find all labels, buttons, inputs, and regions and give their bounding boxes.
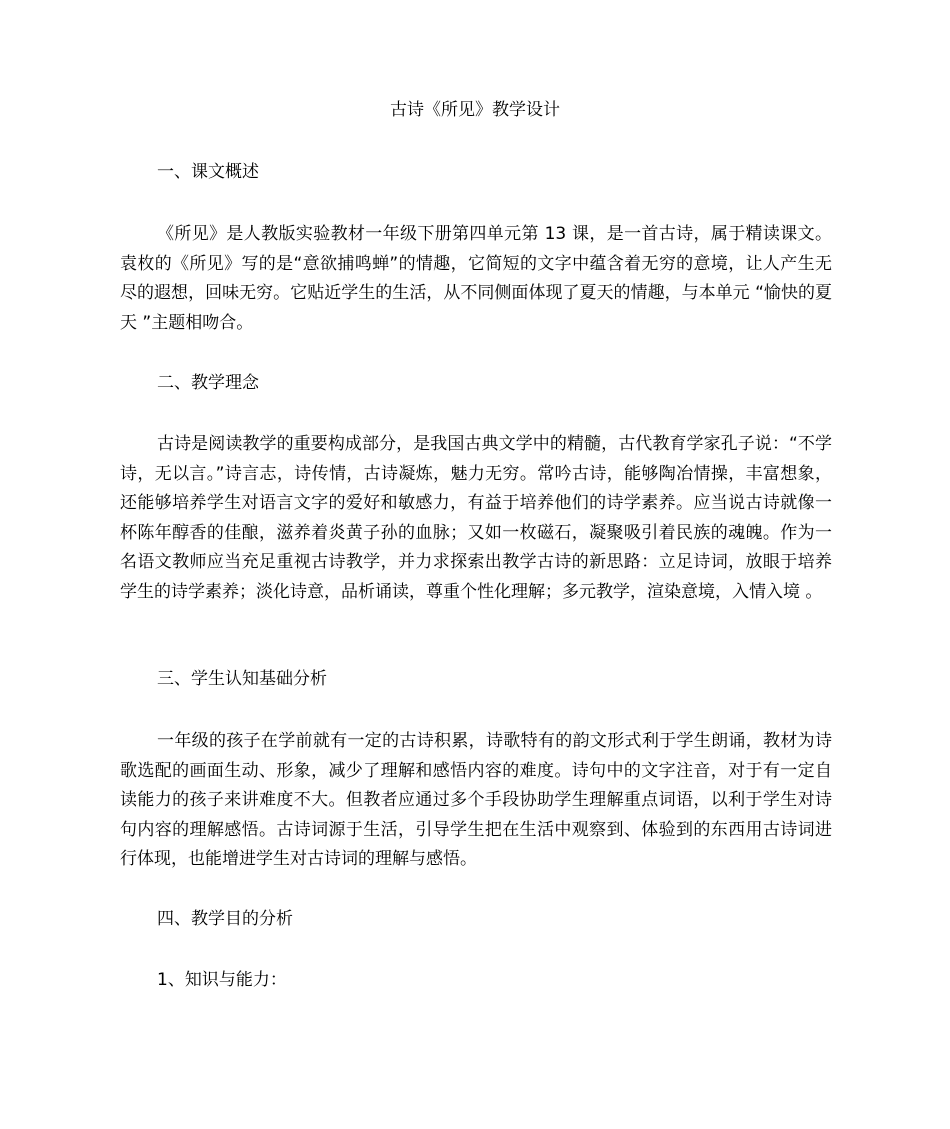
document-title: 古诗《所见》教学设计 (390, 100, 560, 120)
section-heading-cognition: 三、学生认知基础分析 (157, 669, 327, 689)
section-paragraph-philosophy: 古诗是阅读教学的重要构成部分，是我国古典文学中的精髓，古代教育学家孔子说：“不学诗，无以言。”诗言志，诗传情，古诗凝炼，魅力无穷。常吟古诗，能够陶冶情操，丰富想象，还能够培养学生对语言文字的爱好和敏感力，有益于培养他们的诗学素养。应当说古诗就像一杯陈年醇香的佳酿，滋养着炎黄子孙的血脉；又如一枚磁石，凝聚吸引着民族的魂魄。作为一名语文教师应当充足重视古诗教学，并力求探索出教学古诗的新思路：立足诗词，放眼于培养学生的诗学素养；淡化诗意，品析诵读，尊重个性化理解；多元教学，渲染意境，入情入境 。 (120, 434, 832, 602)
section-paragraph-cognition: 一年级的孩子在学前就有一定的古诗积累，诗歌特有的韵文形式利于学生朗诵，教材为诗歌选配的画面生动、形象，减少了理解和感悟内容的难度。诗句中的文字注音，对于有一定自读能力的孩子来讲难度不大。但教者应通过多个手段协助学生理解重点词语，以利于学生对诗句内容的理解感悟。古诗词源于生活，引导学生把在生活中观察到、体验到的东西用古诗词进行体现，也能增进学生对古诗词的理解与感悟。 (120, 731, 832, 869)
section-heading-objectives: 四、教学目的分析 (157, 909, 293, 929)
section-paragraph-overview: 《所见》是人教版实验教材一年级下册第四单元第 13 课，是一首古诗，属于精读课文。袁枚的《所见》写的是“意欲捕鸣蝉”的情趣，它简短的文字中蕴含着无穷的意境，让人产生无尽的遐想，回味无穷。它贴近学生的生活，从不同侧面体现了夏天的情趣，与本单元 “愉快的夏天 ”主题相吻合。 (120, 224, 832, 333)
section-heading-philosophy: 二、教学理念 (157, 373, 259, 393)
section-heading-overview: 一、课文概述 (157, 162, 259, 182)
subheading-knowledge-ability: 1、知识与能力： (157, 970, 287, 990)
